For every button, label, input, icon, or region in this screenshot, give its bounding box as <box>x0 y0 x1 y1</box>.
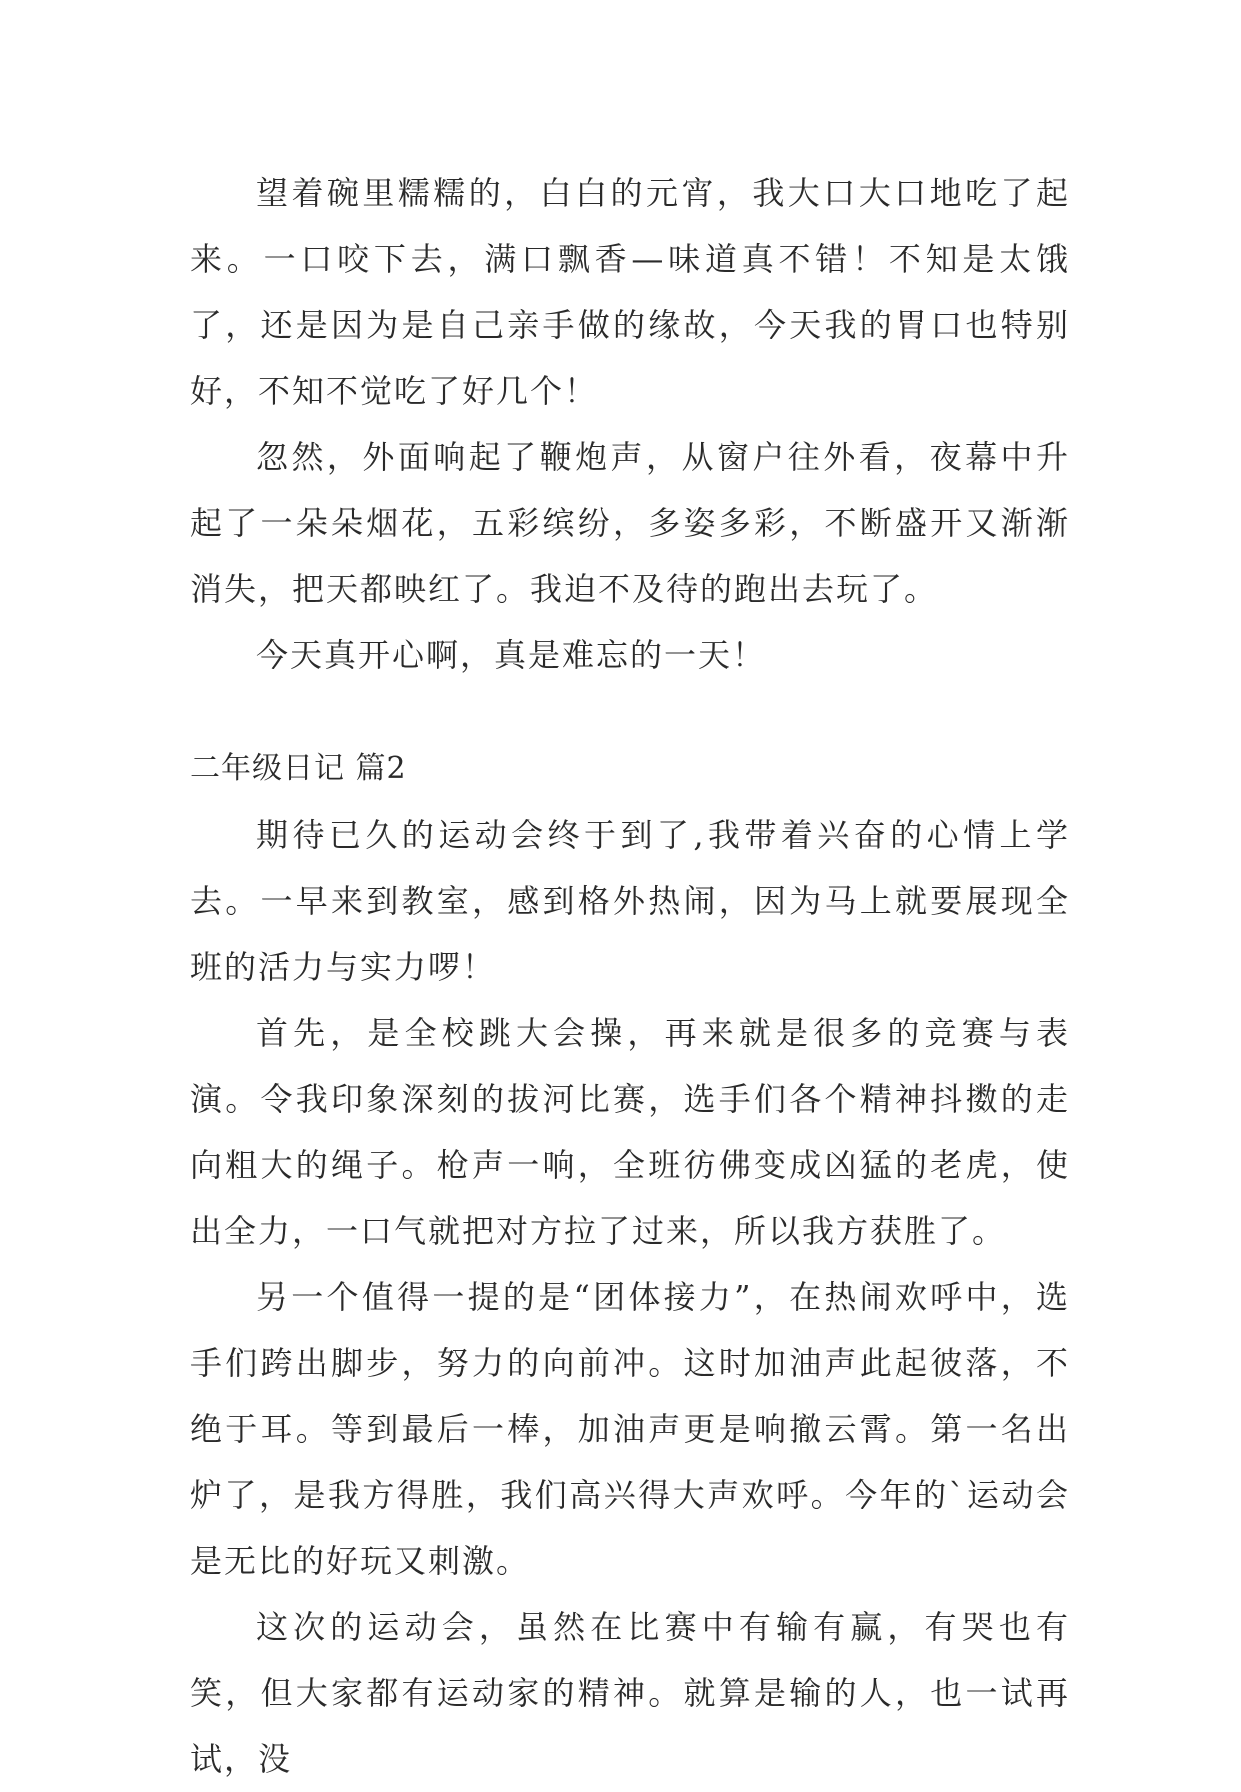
paragraph: 期待已久的运动会终于到了,我带着兴奋的心情上学去。一早来到教室，感到格外热闹，因为马上就要展现全班的活力与实力啰！ <box>190 816 1070 986</box>
paragraph: 忽然，外面响起了鞭炮声，从窗户往外看，夜幕中升起了一朵朵烟花，五彩缤纷，多姿多彩，不断盛开又渐渐消失，把天都映红了。我迫不及待的跑出去玩了。 <box>190 438 1070 608</box>
paragraph: 这次的运动会，虽然在比赛中有输有赢，有哭也有笑，但大家都有运动家的精神。就算是输的人，也一试再试，没 <box>190 1608 1070 1778</box>
paragraph: 望着碗里糯糯的，白白的元宵，我大口大口地吃了起来。一口咬下去，满口飘香—味道真不错！不知是太饿了，还是因为是自己亲手做的缘故，今天我的胃口也特别好，不知不觉吃了好几个！ <box>190 174 1070 410</box>
document-body <box>190 160 1070 1792</box>
paragraph: 另一个值得一提的是“团体接力”，在热闹欢呼中，选手们跨出脚步，努力的向前冲。这时加油声此起彼落，不绝于耳。等到最后一棒，加油声更是响撤云霄。第一名出炉了，是我方得胜，我们高兴得大声欢呼。今年的`运动会是无比的好玩又刺激。 <box>190 1278 1070 1580</box>
paragraph: 首先，是全校跳大会操，再来就是很多的竞赛与表演。令我印象深刻的拔河比赛，选手们各个精神抖擞的走向粗大的绳子。枪声一响，全班彷佛变成凶猛的老虎，使出全力，一口气就把对方拉了过来，所以我方获胜了。 <box>190 1014 1070 1250</box>
paragraph: 今天真开心啊，真是难忘的一天！ <box>256 636 767 674</box>
section-heading: 二年级日记 篇2 <box>190 751 407 786</box>
